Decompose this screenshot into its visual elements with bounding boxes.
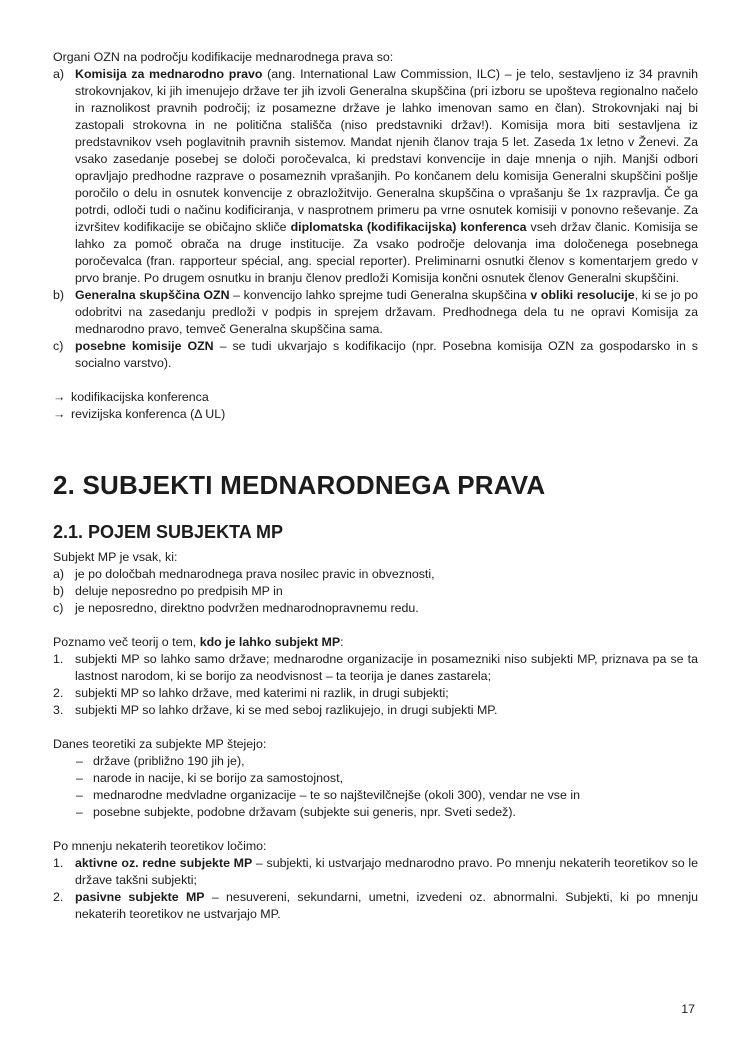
list-marker: c) [53,339,64,353]
text-run: Poznamo več teorij o tem, kdo je lahko subjekt MP: [53,635,344,649]
list-marker: 2. [53,686,64,700]
text-run: subjekti MP so lahko samo države; mednarodne organizacije in posamezniki niso subjekti MP, priznava pa se ta lastnost narodom, ki se borijo za neodvisnost – ta teorija je danes zastarela; [75,652,698,683]
teorija-item-1 [53,651,698,685]
intro-kodifikacija-line [53,49,698,66]
section-heading [53,470,698,500]
text-run: deluje neposredno po predpisih MP in [75,584,283,598]
text-run: kodifikacijska konferenca [71,390,209,404]
list-marker: b) [53,584,65,598]
aktivni-subjekti-item [53,855,698,889]
text-run: Po mnenju nekaterih teoretikov ločimo: [53,839,267,853]
locimo-intro [53,838,698,855]
text-run: Danes teoretiki za subjekte MP štejejo: [53,737,267,751]
subsection-heading [53,522,698,543]
text-run: Generalna skupščina OZN – konvencijo lahko sprejme tudi Generalna skupščina v obliki resolucije, ki se jo po odobritvi na zasedanju predloži v podpis in sprejem državam. Predhodnega dela tu ne opravi Komisija za mednarodno pravo, temveč Generalna skupščina sama. [75,288,698,336]
teorija-item-3 [53,702,698,719]
teorije-intro [53,634,698,651]
subjekt-dash-item-posebni [53,804,698,821]
item-generalna-skupscina [53,287,698,338]
subjekt-def-item-c [53,600,698,617]
text-run: narode in nacije, ki se borijo za samostojnost, [93,771,344,785]
list-marker: b) [53,288,65,302]
text-run: revizijska konferenca (Δ UL) [71,407,226,421]
list-marker: c) [53,601,64,615]
text-run: posebne subjekte, podobne državam (subjekte sui generis, npr. Sveti sedež). [93,805,516,819]
document-content [53,49,698,923]
item-posebne-komisije [53,338,698,372]
spacer-3 [53,719,698,736]
text-run: Subjekt MP je vsak, ki: [53,550,178,564]
teorija-item-2 [53,685,698,702]
page-number: 17 [681,1002,695,1016]
spacer-4 [53,821,698,838]
text-run: 2. SUBJEKTI MEDNARODNEGA PRAVA [53,470,546,500]
list-marker: 2. [53,890,64,904]
text-run: Organi OZN na področju kodifikacije mednarodnega prava so: [53,50,394,64]
danes-teoretiki-intro [53,736,698,753]
item-komisija-za-mednarodno-pravo [53,66,698,287]
list-marker: 3. [53,703,64,717]
spacer-1 [53,372,698,389]
list-marker: a) [53,567,65,581]
text-run: pasivne subjekte MP – nesuvereni, sekundarni, umetni, izvedeni oz. abnormalni. Subjekti, ki po mnenju nekaterih teoretikov ne ustvarjajo MP. [75,890,698,921]
arrow-icon: → [53,407,66,421]
spacer-2 [53,617,698,634]
subjekt-mp-intro [53,549,698,566]
subjekt-def-item-a [53,566,698,583]
text-run: posebne komisije OZN – se tudi ukvarjajo s kodifikacijo (npr. Posebna komisija OZN za gospodarsko in s socialno varstvo). [75,339,698,370]
pasivni-subjekti-item [53,889,698,923]
arrow-revizijska-konferenca [53,406,698,423]
text-run: 2.1. POJEM SUBJEKTA MP [53,522,284,542]
list-marker: – [76,788,83,802]
list-marker: – [76,754,83,768]
text-run: subjekti MP so lahko države, med katerimi ni razlik, in drugi subjekti; [75,686,449,700]
arrow-kodifikacijska-konferenca [53,389,698,406]
subjekt-def-item-b [53,583,698,600]
text-run: Komisija za mednarodno pravo (ang. International Law Commission, ILC) – je telo, sestavljeno iz 34 pravnih strokovnjakov, ki jih imenujejo države ter jih izvoli Generalna skupščina (pri izboru se upošteva regionalno načelo in raznolikost pravnih področij; iz posamezne države je lahko imenovan samo en član). Strokovnjaki naj bi zastopali strokovna in ne politična stališča (niso predstavniki držav!). Komisija mora biti sestavljena iz predstavnikov vseh poglavitnih pravnih sistemov. Mandat njenih članov traja 5 let. Zaseda 1x letno v Ženevi. Za vsako zasedanje posebej se določi poročevalca, ki predstavi konvencije in daje mnenja o njih. Manjši odbori opravljajo predhodne razprave o posameznih vprašanjih. Po končanem delu komisija Generalni skupščini pošlje poročilo o delu in osnutek konvencije z obrazložitvijo. Generalna skupščina o vprašanju še 1x razpravlja. Če ga potrdi, odloči tudi o načinu kodificiranja, v nasprotnem primeru pa vrne osnutek komisiji v ponovno reševanje. Za izvršitev kodifikacije se običajno skliče diplomatska (kodifikacijska) konferenca vseh držav članic. Komisija se lahko za pomoč obrača na druge institucije. Za vsako področje delovanja ima določenega posebnega poročevalca (fran. rapporteur spécial, ang. special reporter). Preliminarni osnutki členov s komentarjem gredo v prvo branje. Po drugem osnutku in branju členov predloži Komisija končni osnutek členov Generalni skupščini. [75,67,698,285]
text-run: aktivne oz. redne subjekte MP – subjekti, ki ustvarjajo mednarodno pravo. Po mnenju nekaterih teoretikov so le države takšni subjekti; [75,856,698,887]
list-marker: a) [53,67,65,81]
text-run: je neposredno, direktno podvržen mednarodnopravnemu redu. [75,601,419,615]
text-run: subjekti MP so lahko države, ki se med seboj razlikujejo, in drugi subjekti MP. [75,703,498,717]
subjekt-dash-item-drzave [53,753,698,770]
list-marker: – [76,805,83,819]
list-marker: – [76,771,83,785]
list-marker: 1. [53,652,64,666]
subjekt-dash-item-organizacije [53,787,698,804]
text-run: države (približno 190 jih je), [93,754,245,768]
subjekt-dash-item-narodi [53,770,698,787]
text-run: mednarodne medvladne organizacije – te so najštevilčnejše (okoli 300), vendar ne vse in [93,788,580,802]
list-marker: 1. [53,856,64,870]
text-run: je po določbah mednarodnega prava nosilec pravic in obveznosti, [75,567,435,581]
arrow-icon: → [53,390,66,404]
